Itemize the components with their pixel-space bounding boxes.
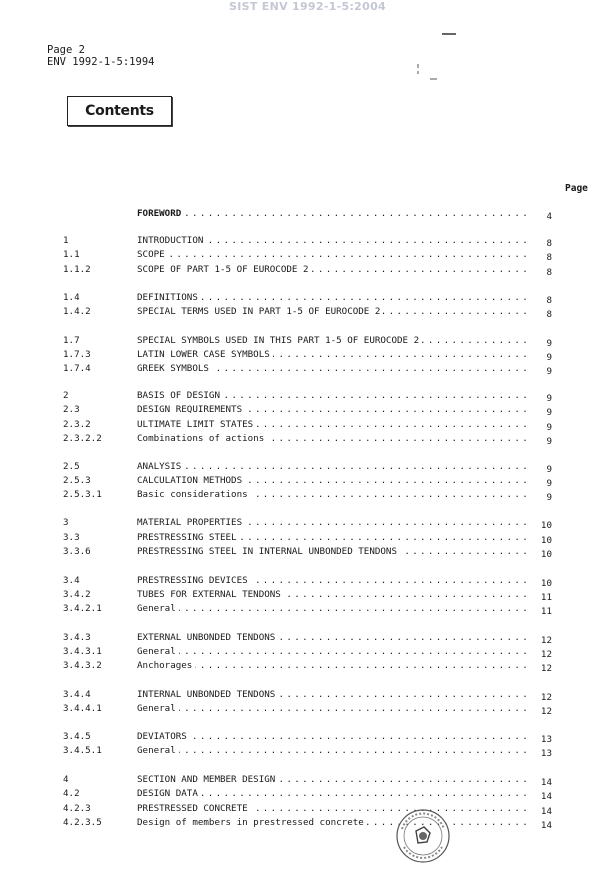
section-number: 3 bbox=[63, 517, 69, 528]
section-title: BASIS OF DESIGN . . . bbox=[137, 390, 531, 401]
page-ref: 12 bbox=[540, 649, 552, 660]
toc-entry bbox=[0, 603, 615, 617]
section-number: 4.2 bbox=[63, 788, 80, 799]
scan-specks bbox=[400, 30, 480, 90]
section-number: 3.4.4.1 bbox=[63, 703, 102, 714]
toc-entry bbox=[0, 689, 615, 703]
section-title: INTERNAL UNBONDED TENDONS . . . bbox=[137, 689, 531, 700]
toc-entry bbox=[0, 335, 615, 349]
page-ref: 12 bbox=[540, 635, 552, 646]
toc-entry bbox=[0, 660, 615, 674]
section-number: 3.4.3.1 bbox=[63, 646, 102, 657]
section-number: 2 bbox=[63, 390, 69, 401]
page-ref: 13 bbox=[540, 748, 552, 759]
section-title: SPECIAL SYMBOLS USED IN THIS PART 1-5 OF EUROCODE 2 . . . bbox=[137, 335, 531, 346]
page-ref: 9 bbox=[546, 422, 552, 433]
toc-entry bbox=[0, 475, 615, 489]
section-title: EXTERNAL UNBONDED TENDONS . . . bbox=[137, 632, 531, 643]
page-ref: 14 bbox=[540, 820, 552, 831]
page-ref: 9 bbox=[546, 393, 552, 404]
section-number: 1.7.4 bbox=[63, 363, 91, 374]
toc-entry bbox=[0, 249, 615, 263]
toc-entry bbox=[0, 575, 615, 589]
page-ref: 9 bbox=[546, 464, 552, 475]
page-ref: 9 bbox=[546, 407, 552, 418]
section-title: PRESTRESSING DEVICES . . . bbox=[137, 575, 531, 586]
toc-entry bbox=[0, 589, 615, 603]
section-number: 3.4.3 bbox=[63, 632, 91, 643]
toc-entry bbox=[0, 489, 615, 503]
toc-entry bbox=[0, 404, 615, 418]
toc-entry bbox=[0, 817, 615, 831]
section-number: 4.2.3.5 bbox=[63, 817, 102, 828]
section-title: PRESTRESSED CONCRETE . . . bbox=[137, 803, 531, 814]
toc-entry bbox=[0, 745, 615, 759]
toc-entry bbox=[0, 803, 615, 817]
toc-entry bbox=[0, 774, 615, 788]
toc-entry bbox=[0, 363, 615, 377]
section-number: 1.1.2 bbox=[63, 264, 91, 275]
section-number: 3.4.2.1 bbox=[63, 603, 102, 614]
page-ref: 9 bbox=[546, 436, 552, 447]
section-title: TUBES FOR EXTERNAL TENDONS . . . bbox=[137, 589, 531, 600]
section-title: SPECIAL TERMS USED IN PART 1-5 OF EUROCODE 2 . . . bbox=[137, 306, 531, 317]
page-ref: 11 bbox=[540, 592, 552, 603]
page-ref: 9 bbox=[546, 492, 552, 503]
section-title: DESIGN REQUIREMENTS . . . bbox=[137, 404, 531, 415]
toc-entry bbox=[0, 264, 615, 278]
section-title: General . . . bbox=[137, 745, 531, 756]
page-ref: 9 bbox=[546, 338, 552, 349]
section-number: 3.4.4 bbox=[63, 689, 91, 700]
page-ref: 11 bbox=[540, 606, 552, 617]
page-ref: 12 bbox=[540, 663, 552, 674]
page-ref: 10 bbox=[540, 578, 552, 589]
page-ref: 10 bbox=[540, 535, 552, 546]
section-title: CALCULATION METHODS . . . bbox=[137, 475, 531, 486]
section-title: SCOPE OF PART 1-5 OF EUROCODE 2 . . . bbox=[137, 264, 531, 275]
toc-entry bbox=[0, 546, 615, 560]
section-title: GREEK SYMBOLS . . . bbox=[137, 363, 531, 374]
section-number: 4.2.3 bbox=[63, 803, 91, 814]
section-title: DEFINITIONS . . . bbox=[137, 292, 531, 303]
section-title: PRESTRESSING STEEL . . . bbox=[137, 532, 531, 543]
page-ref: 9 bbox=[546, 352, 552, 363]
toc-entry bbox=[0, 646, 615, 660]
section-number: 1.7.3 bbox=[63, 349, 91, 360]
section-title: LATIN LOWER CASE SYMBOLS . . . bbox=[137, 349, 531, 360]
toc-entry bbox=[0, 292, 615, 306]
section-number: 2.5 bbox=[63, 461, 80, 472]
contents-heading: Contents bbox=[67, 96, 172, 126]
section-title: Anchorages . . . bbox=[137, 660, 531, 671]
toc-entry bbox=[0, 235, 615, 249]
section-number: 2.5.3 bbox=[63, 475, 91, 486]
section-number: 3.4.5 bbox=[63, 731, 91, 742]
section-title: Basic considerations . . . bbox=[137, 489, 531, 500]
page-ref: 8 bbox=[546, 252, 552, 263]
toc-entry bbox=[0, 349, 615, 363]
toc-entry bbox=[0, 788, 615, 802]
section-number: 2.3.2.2 bbox=[63, 433, 102, 444]
section-title: PRESTRESSING STEEL IN INTERNAL UNBONDED TENDONS . . . bbox=[137, 546, 531, 557]
page-ref: 4 bbox=[546, 211, 552, 222]
toc-entry bbox=[0, 731, 615, 745]
section-number: 1.4.2 bbox=[63, 306, 91, 317]
page-number: Page 2 bbox=[47, 44, 85, 56]
page-ref: 9 bbox=[546, 478, 552, 489]
toc-entry bbox=[0, 632, 615, 646]
page-ref: 14 bbox=[540, 777, 552, 788]
section-title: DEVIATORS . . . bbox=[137, 731, 531, 742]
section-number: 3.3.6 bbox=[63, 546, 91, 557]
toc-entry bbox=[0, 517, 615, 531]
section-title: General . . . bbox=[137, 646, 531, 657]
section-title: ULTIMATE LIMIT STATES . . . bbox=[137, 419, 531, 430]
section-number: 1.4 bbox=[63, 292, 80, 303]
page-ref: 12 bbox=[540, 706, 552, 717]
section-number: 3.4.2 bbox=[63, 589, 91, 600]
document-id: ENV 1992-1-5:1994 bbox=[47, 56, 155, 68]
section-title: INTRODUCTION . . . bbox=[137, 235, 531, 246]
section-number: 2.3.2 bbox=[63, 419, 91, 430]
section-number: 3.4.3.2 bbox=[63, 660, 102, 671]
page-ref: 12 bbox=[540, 692, 552, 703]
section-number: 3.4 bbox=[63, 575, 80, 586]
toc-entry bbox=[0, 532, 615, 546]
section-title: Combinations of actions . . . bbox=[137, 433, 531, 444]
section-title: Design of members in prestressed concrete . . . bbox=[137, 817, 531, 828]
section-title: General . . . bbox=[137, 603, 531, 614]
section-number: 2.3 bbox=[63, 404, 80, 415]
page-ref: 14 bbox=[540, 791, 552, 802]
page-ref: 8 bbox=[546, 309, 552, 320]
section-title: DESIGN DATA . . . bbox=[137, 788, 531, 799]
section-title: MATERIAL PROPERTIES . . . bbox=[137, 517, 531, 528]
section-title: FOREWORD . . . bbox=[137, 208, 531, 219]
page-ref: 9 bbox=[546, 366, 552, 377]
page-ref: 10 bbox=[540, 549, 552, 560]
page-ref: 13 bbox=[540, 734, 552, 745]
watermark: SIST ENV 1992-1-5:2004 bbox=[228, 0, 386, 13]
section-number: 4 bbox=[63, 774, 69, 785]
toc-entry bbox=[0, 208, 615, 222]
section-title: General . . . bbox=[137, 703, 531, 714]
section-number: 2.5.3.1 bbox=[63, 489, 102, 500]
toc-entry bbox=[0, 703, 615, 717]
page-ref: 8 bbox=[546, 267, 552, 278]
page-ref: 8 bbox=[546, 238, 552, 249]
page-column-label: Page bbox=[565, 183, 588, 194]
page-ref: 8 bbox=[546, 295, 552, 306]
section-number: 1.1 bbox=[63, 249, 80, 260]
section-number: 1 bbox=[63, 235, 69, 246]
page-ref: 10 bbox=[540, 520, 552, 531]
section-title: SCOPE . . . bbox=[137, 249, 531, 260]
toc-entry bbox=[0, 306, 615, 320]
section-title: ANALYSIS . . . bbox=[137, 461, 531, 472]
section-number: 3.4.5.1 bbox=[63, 745, 102, 756]
toc-entry bbox=[0, 433, 615, 447]
toc-entry bbox=[0, 390, 615, 404]
toc-entry bbox=[0, 419, 615, 433]
toc-entry bbox=[0, 461, 615, 475]
section-number: 1.7 bbox=[63, 335, 80, 346]
page-ref: 14 bbox=[540, 806, 552, 817]
page-header bbox=[47, 44, 154, 68]
section-number: 3.3 bbox=[63, 532, 80, 543]
section-title: SECTION AND MEMBER DESIGN . . . bbox=[137, 774, 531, 785]
seal-stamp-icon bbox=[394, 807, 452, 865]
